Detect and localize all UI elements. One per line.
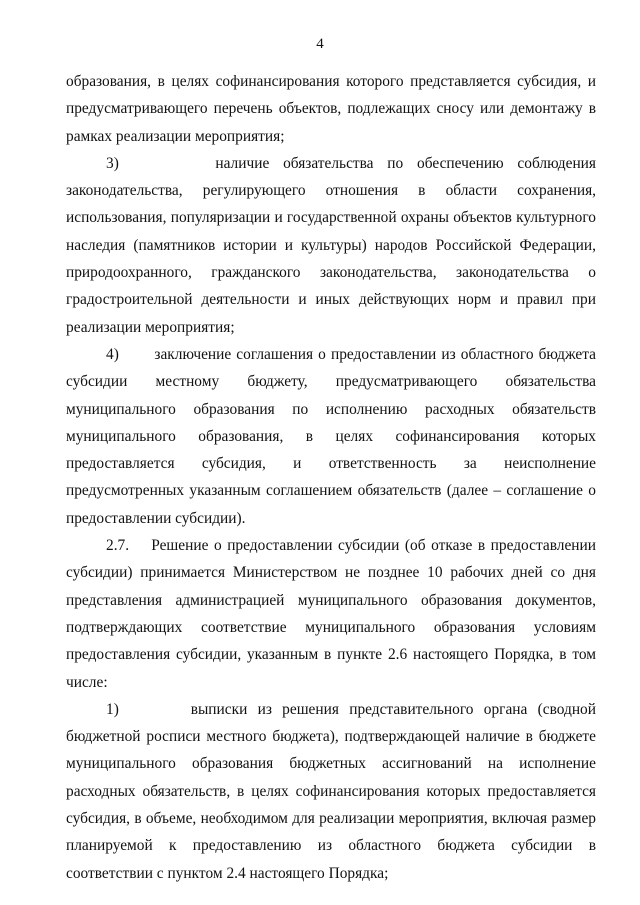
page-number: 4 — [316, 36, 324, 52]
paragraph-continuation: образования, в целях софинансирования которого представляется субсидия, и предусматривающего перечень объектов, подлежащих сносу или демонтажу в рамках реализации мероприятия; — [66, 73, 596, 145]
paragraph-item-4: 4) заключение соглашения о предоставлении из областного бюджета субсидии местному бюджету, предусматривающего обязательства муниципального образования по исполнению расходных обязательств муниципального образования, в целях софинансирования которых предоставляется субсидия, и ответственность за неисполнение предусмотренных указанным соглашением обязательств (далее – соглашение о предоставлении субсидии). — [66, 345, 596, 527]
paragraph-item-1: 1) выписки из решения представительного органа (сводной бюджетной росписи местного бюджета), подтверждающей наличие в бюджете муниципального образования бюджетных ассигнований на исполнение расходных обязательств, в целях софинансирования которых предоставляется субсидия, в объеме, необходимом для реализации мероприятия, включая размер планируемой к предоставлению из областного бюджета субсидии в соответствии с пунктом 2.4 настоящего Порядка; — [66, 700, 596, 882]
paragraph-item-3: 3) наличие обязательства по обеспечению соблюдения законодательства, регулирующего отношения в области сохранения, использования, популяризации и государственной охраны объектов культурного наследия (памятников истории и культуры) народов Российской Федерации, природоохранного, гражданского законодательства, законодательства о градостроительной деятельности и иных действующих норм и правил при реализации мероприятия; — [66, 154, 596, 336]
paragraph-section-2-7: 2.7. Решение о предоставлении субсидии (об отказе в предоставлении субсидии) принимается Министерством не позднее 10 рабочих дней со дня представления администрацией муниципального образования документов, подтверждающих соответствие муниципального образования условиям предоставления субсидии, указанным в пункте 2.6 настоящего Порядка, в том числе: — [66, 537, 596, 691]
document-body — [66, 68, 596, 887]
